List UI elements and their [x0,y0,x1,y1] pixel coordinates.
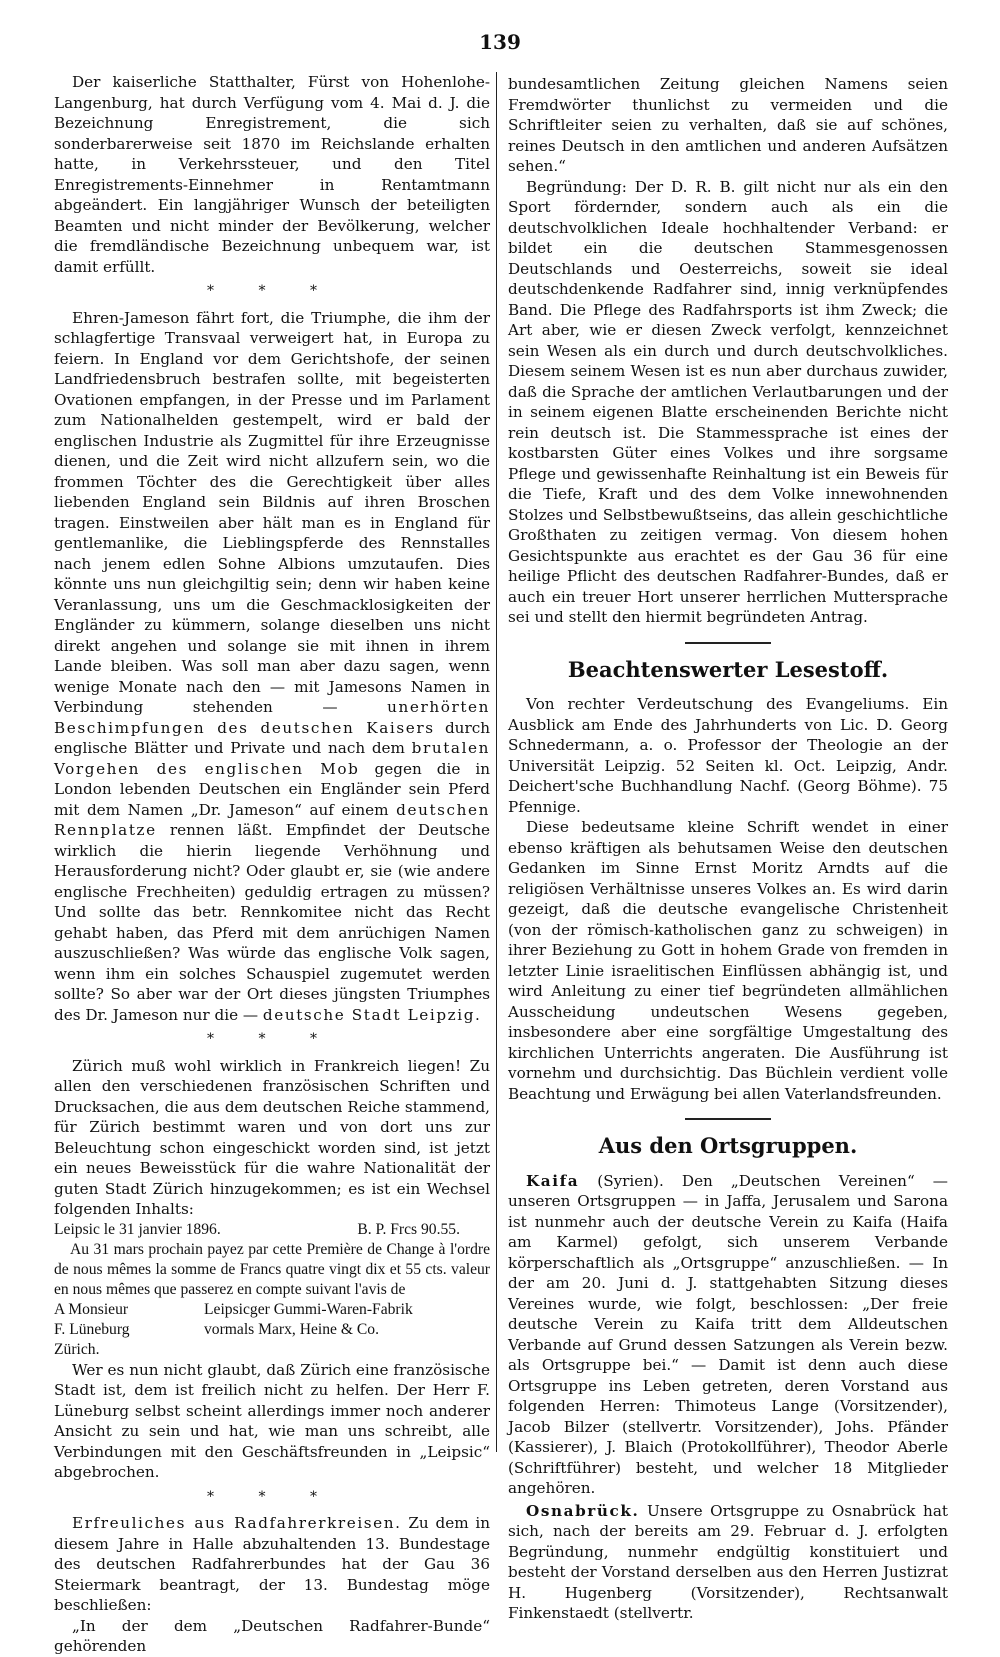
spaced-emphasis: deutschen Rennplatze [54,800,491,839]
bill-amount: B. P. Frcs 90.55. [357,1220,460,1238]
spaced-emphasis: unerhörten Beschimpfungen des deutschen Kaisers [54,698,490,737]
left-column [54,72,490,1657]
bill-address-label: F. Lüneburg [54,1320,130,1338]
section-separator: * * * [207,1488,337,1505]
report-kaifa [508,1171,948,1499]
article-zuerich-conclusion: Wer es nun nicht glaubt, daß Zürich eine französische Stadt ist, dem ist freilich nicht zu helfen. Der Herr F. Lüneburg selbst scheint allerdings immer noch anderer Ansicht zu sein und hat, wie man uns schreibt, alle Verbindungen mit den Geschäftsfreunden in „Leipsic“ abgebrochen. [54,1360,490,1481]
article-lead: Erfreuliches aus Radfahrerkreisen. [72,1514,402,1532]
bill-address-row [54,1320,490,1340]
article-begruendung: Begründung: Der D. R. B. gilt nicht nur als ein den Sport fördernder, sondern auch als ein die deutschvolklichen Ideale hochhaltender Verband: er bildet ein die deutschen Stammesgenossen Deutschlands und Oesterreichs, soweit sie ideal deutschdenkende Radfahrer sind, innig verknüpfendes Band. Die Pflege des Radfahrsports ist ihm Zweck; die Art aber, wie er diesen Zweck verfolgt, kennzeichnet sein Wesen als ein durch und durch deutschvolkliches. Diesem seinem Wesen ist es nun aber durchaus zuwider, daß die Sprache der amtlichen Verlautbarungen und der in seinem eigenen Blatte erscheinenden Berichte nicht rein deutsch ist. Die Stammessprache ist eines der kostbarsten Güter eines Volkes und ihre sorgsame Pflege und gewissenhafte Reinhaltung ist ein Beweis für die Tiefe, Kraft und des dem Volke innewohnenden Stolzes und Selbstbewußtseins, das allein geschichtliche Großthaten zu zeitigen vermag. Von diesem hohen Gesichtspunkte aus erachtet es der Gau 36 für eine heilige Pflicht des deutschen Radfahrer-Bundes, daß er auch ein treuer Hort unserer herrlichen Muttersprache sei und stellt den hiermit begründeten Antrag. [508,177,948,626]
page-number: 139 [479,30,521,54]
book-review: Diese bedeutsame kleine Schrift wendet in einer ebenso kräftigen als behutsamen Weise den deutschen Gedanken im Sinne Ernst Moritz Arndts auf die religiösen Verhältnisse unseres Volkes an. Es wird darin gezeigt, daß die deutsche evangelische Christenheit (von der römisch-katholischen ganz zu schweigen) in ihrer Beziehung zu Gott in hohem Grade von fremden in letzter Linie israelitischen Einflüssen abhängig ist, und wird Anleitung zu einer tief begründeten allmählichen Ausscheidung undeutschen Wesens gegeben, insbesondere aber eine sorgfältige Umgestaltung des kirchlichen Unterrichts angeraten. Die Ausführung ist vornehm und durchsichtig. Das Büchlein verdient volle Beachtung und Erwägung bei allen Vaterlandsfreunden. [508,818,948,1103]
right-column [508,74,948,1624]
place-name: Osnabrück. [526,1501,640,1520]
spaced-emphasis: deutsche Stadt Leipzig. [262,1005,482,1024]
report-kaifa-text: (Syrien). Den „Deutschen Vereinen“ — unseren Ortsgruppen — in Jaffa, Jerusalem und Sarona ist nunmehr auch der deutsche Verein zu Kaifa (Haifa am Karmel) gefolgt, sich unserem Verbande körperschaftlich als „Ortsgruppe“ anzuschließen. — In der am 20. Juni d. J. stattgehabten Sitzung dieses Vereines wurde, wie folgt, beschlossen: „Der freie deutsche Verein zu Kaifa tritt dem Alldeutschen Verbande auf Grund dessen Satzungen als Verein bezw. als Ortsgruppe bei.“ — Damit ist denn auch diese Ortsgruppe ins Leben getreten, deren Vorstand aus folgenden Herren: Thimoteus Lange (Vorsitzender), Jacob Bilzer (stellvertr. Vorsitzender), Johs. Pfänder (Kassierer), J. Blaich (Protokollführer), Theodor Aberle (Schriftführer) besteht, und welcher 18 Mitglieder angehören. [508,1171,948,1497]
article-radfahrer-text: Zu dem in diesem Jahre in Halle abzuhaltenden 13. Bundestage des deutschen Radfahrerbundes hat der Gau 36 Steiermark beantragt, der 13. Bundestag möge beschließen: [54,1514,491,1614]
bill-address-value: vormals Marx, Heine & Co. [204,1320,379,1338]
article-radfahrer [54,1513,490,1616]
heading-ortsgruppen: Aus den Ortsgruppen. [598,1133,858,1158]
report-osnabrueck-text: Unsere Ortsgruppe zu Osnabrück hat sich, nach der bereits am 29. Februar d. J. erfolgten Begründung, nunmehr endgültig konstituiert und besteht der Vorstand derselben aus den Herren Justizrat H. Hugenberg (Vorsitzender), Rechtsanwalt Finkenstaedt (stellvertr. [508,1501,948,1622]
bill-address-value: Leipsicger Gummi-Waren-Fabrik [204,1300,413,1318]
bill-header [54,1220,490,1240]
french-bill-of-exchange [54,1220,490,1360]
section-separator: * * * [207,1031,337,1047]
article-jameson-text: rennen läßt. Empfindet der Deutsche wirklich die hierin liegende Verhöhnung und Herausforderung nicht? Oder glaubt er, sie (wie andere englische Frechheiten) geduldig ertragen zu müssen? Und sollte das betr. Rennkomitee nicht das Recht gehabt haben, das Pferd mit dem anrüchigen Namen auszuschließen? Was würde das englische Volk sagen, wenn ihm ein solches Schauspiel zugemutet werden sollte? So aber war der Ort dieses jüngsten Triumphes des Dr. Jameson nur die — [54,821,490,1024]
article-statthalter: Der kaiserliche Statthalter, Fürst von Hohenlohe-Langenburg, hat durch Verfügung vom 4. Mai d. J. die Bezeichnung Enregistrement, die sich sonderbarerweise seit 1870 im Reichslande erhalten hatte, in Verkehrssteuer, und den Titel Enregistrements-Einnehmer in Rentamtmann abgeändert. Ein langjähriger Wunsch der beteiligten Beamten und nicht minder der Bevölkerung, welcher die fremdländische Bezeichnung unbequem war, ist damit erfüllt. [54,73,490,276]
report-osnabrueck [508,1501,948,1624]
article-jameson [54,308,490,1026]
article-jameson-text: Ehren-Jameson fährt fort, die Triumphe, die ihm der schlagfertige Transvaal verweigert hat, in Europa zu feiern. In England vor dem Gerichtshofe, der seinen Landfriedensbruch bestrafen sollte, mit begeisterten Ovationen empfangen, in der Presse und im Parlament zum Nationalhelden gestempelt, wird er bald der englischen Industrie als Zugmittel für ihre Erzeugnisse dienen, und die Zeit wird nicht allzufern sein, wo die frommen Töchter des die Gerechtigkeit über alles liebenden England sein Bildnis auf ihren Broschen tragen. Einstweilen aber hält man es in England für gentlemanlike, die Lieblingspferde des Rennstalles nach jenem edlen Sohne Albions umzutaufen. Dies könnte uns nun gleichgiltig sein; denn wir haben keine Veranlassung, uns um die Geschmacklosigkeiten der Engländer zu kümmern, solange dieselben uns nicht direkt angehen und solange sie mit ihnen in ihrem Lande bleiben. Was soll man aber dazu sagen, wenn wenige Monate nach den — mit Jamesons Namen in Verbindung stehenden — [54,308,490,716]
bill-address-row [54,1340,490,1360]
article-radfahrer-continued: bundesamtlichen Zeitung gleichen Namens seien Fremdwörter thunlichst zu vermeiden und die Schriftleiter seien zu verhalten, daß sie auf schönes, reines Deutsch in den amtlichen und anderen Aufsätzen sehen.“ [508,75,948,175]
column-divider [496,72,497,1452]
article-jameson-text: gegen die in London lebenden Deutschen ein Engländer sein Pferd mit dem Namen „Dr. Jameson“ auf einem [54,759,490,819]
bill-date: Leipsic le 31 janvier 1896. [54,1220,221,1238]
bill-address-label: Zürich. [54,1340,100,1358]
place-name: Kaifa [526,1171,580,1190]
bill-body: Au 31 mars prochain payez par cette Première de Change à l'ordre de nous mêmes la somme de Francs quatre vingt dix et 55 cts. valeur en nous mêmes que passerez en compte suivant l'avis de [54,1240,490,1298]
section-separator: * * * [207,283,337,299]
section-rule [685,1118,771,1120]
article-radfahrer-quote: „In der dem „Deutschen Radfahrer-Bunde“ gehörenden [54,1616,490,1655]
spaced-emphasis: brutalen Vorgehen des englischen Mob [54,739,491,778]
article-jameson-text: durch englische Blätter und Private und nach dem [54,718,491,757]
book-citation: Von rechter Verdeutschung des Evangeliums. Ein Ausblick am Ende des Jahrhunderts von Lic. D. Georg Schnedermann, a. o. Professor der Theologie an der Universität Leipzig. 52 Seiten kl. Oct. Leipzig, Andr. Deichert'sche Buchhandlung Nachf. (Georg Böhme). 75 Pfennige. [508,695,948,816]
bill-address-label: A Monsieur [54,1300,129,1318]
article-zuerich: Zürich muß wohl wirklich in Frankreich liegen! Zu allen den verschiedenen französischen Schriften und Drucksachen, die aus dem deutschen Reiche stammend, für Zürich bestimmt waren und von dort uns zur Beleuchtung schon eingeschickt worden sind, ist jetzt ein neues Beweisstück für die wahre Nationalität der guten Stadt Zürich hinzugekommen; es ist ein Wechsel folgenden Inhalts: [54,1056,490,1218]
bill-address-row [54,1300,490,1320]
section-rule [685,642,771,644]
heading-lesestoff: Beachtenswerter Lesestoff. [567,656,889,682]
